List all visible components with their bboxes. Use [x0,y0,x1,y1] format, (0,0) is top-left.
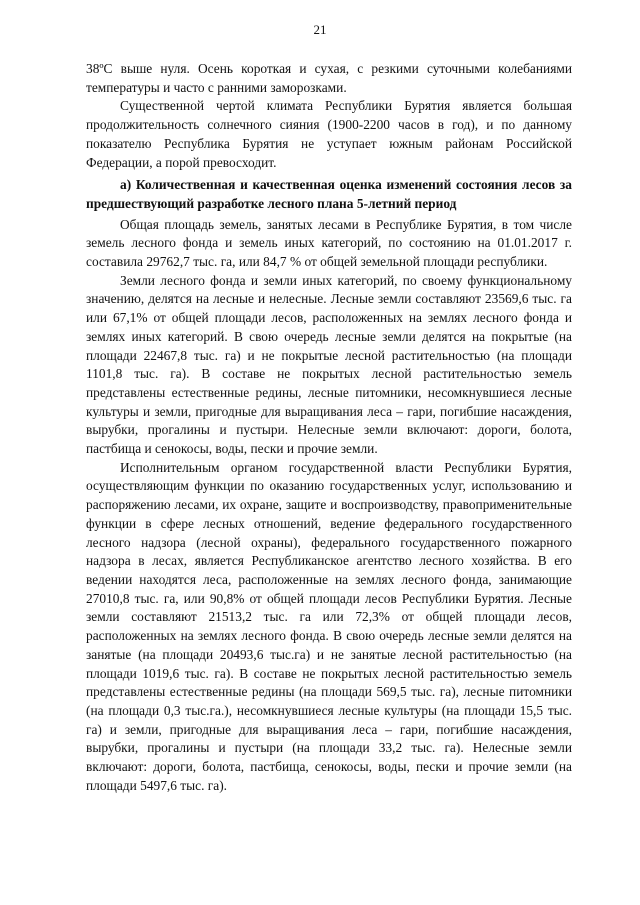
paragraph-total-forest-area: Общая площадь земель, занятых лесами в Республике Бурятия, в том числе земель лесного фонда и земель иных категорий, по состоянию на 01.01.2017 г. составила 29762,7 тыс. га, или 84,7 % от общей земельной площади республики. [86,216,572,270]
paragraph-climate-sunshine: Существенной чертой климата Республики Бурятия является большая продолжительность солнечного сияния (1900-2200 часов в год), и по данному показателю Республика Бурятия не уступает южным районам Российской Федерации, а порой превосходит. [86,98,572,170]
paragraph-climate-autumn: 38ºС выше нуля. Осень короткая и сухая, с резкими суточными колебаниями температуры и часто с ранними заморозками. [86,61,572,95]
section-heading: а) Количественная и качественная оценка изменений состояния лесов за предшествующий разработке лесного плана 5-летний период [86,177,572,211]
paragraph-forestry-agency: Исполнительным органом государственной власти Республики Бурятия, осуществляющим функции по оказанию государственных услуг, использованию и распоряжению лесами, их охране, защите и воспроизводству, правоприменительные функции в сфере лесных отношений, ведение федерального государственного лесного надзора (лесной охраны), федерального государственного пожарного надзора в лесах, является Республиканское агентство лесного хозяйства. В его ведении находятся леса, расположенные на землях лесного фонда, занимающие 27010,8 тыс. га, или 90,8% от общей площади лесов Республики Бурятия. Лесные земли составляют 21513,2 тыс. га или 72,3% от общей площади лесов, расположенных на землях лесного фонда. В свою очередь лесные земли делятся на занятые (на площади 20493,6 тыс.га) и не занятые лесной растительностью (на площади 1019,6 тыс. га). В составе не покрытых лесной растительностью земель представлены естественные редины (на площади 569,5 тыс. га), лесные питомники (на площади 0,3 тыс.га.), несомкнувшиеся лесные культуры (на площади 15,5 тыс. га) и земли, пригодные для выращивания леса – гари, погибшие насаждения, вырубки, прогалины и пустыри (на площади 33,2 тыс. га). Нелесные земли включают: дороги, болота, пастбища, сенокосы, воды, пески и прочие земли (на площади 5497,6 тыс. га). [86,459,572,793]
page-number: 21 [313,22,327,37]
page-body [86,60,572,795]
paragraph-land-categories: Земли лесного фонда и земли иных категорий, по своему функциональному значению, делятся на лесные и нелесные. Лесные земли составляют 23569,6 тыс. га или 67,1% от общей площади лесов, расположенных на землях лесного фонда и землях иных категорий. В свою очередь лесные земли делятся на покрытые (на площади 22467,8 тыс. га) и не покрытые лесной растительностью (на площади 1101,8 тыс. га). В составе не покрытых лесной растительностью земель представлены естественные редины, лесные питомники, несомкнувшиеся лесные культуры и земли, пригодные для выращивания леса – гари, погибшие насаждения, вырубки, прогалины и пустыри. Нелесные земли включают: дороги, болота, пастбища и сенокосы, воды, пески и прочие земли. [86,272,572,457]
